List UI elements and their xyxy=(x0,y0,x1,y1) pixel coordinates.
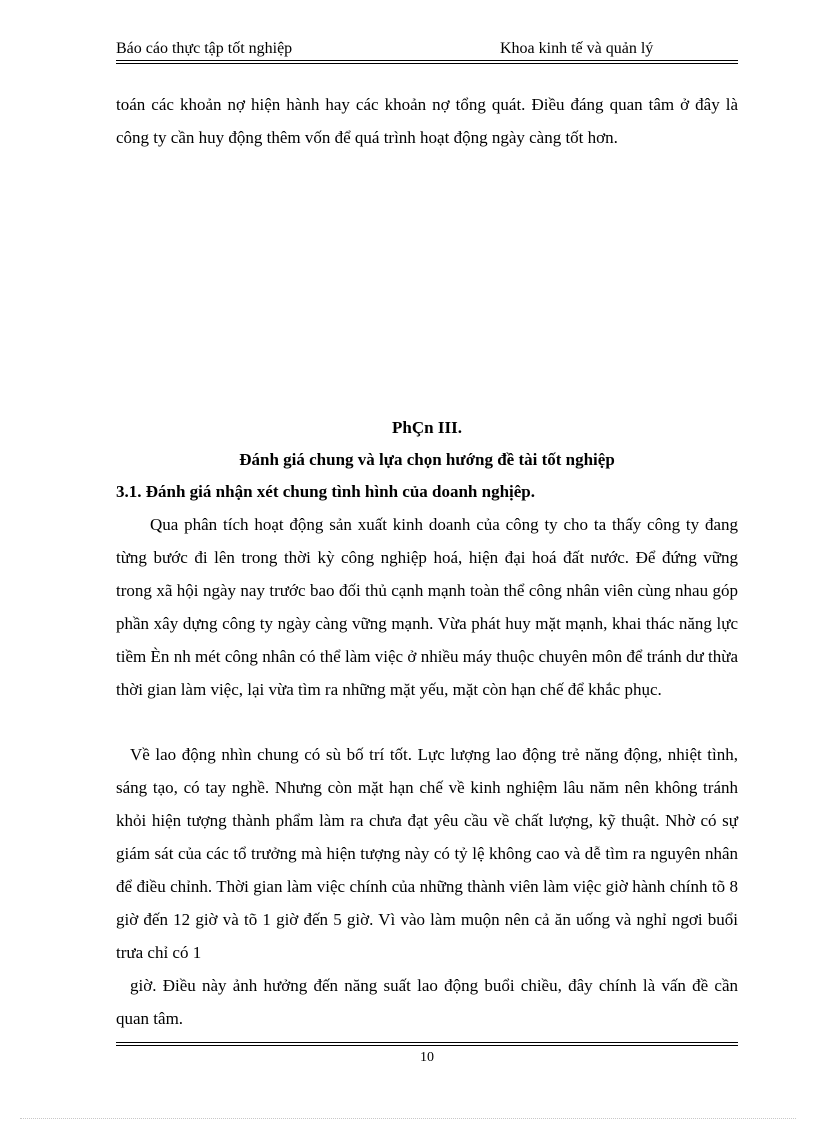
header-report-title: Báo cáo thực tập tốt nghiệp xyxy=(116,40,293,57)
page-number: 10 xyxy=(420,1050,434,1065)
section-paragraph-1 xyxy=(116,508,738,706)
header-faculty: Khoa kinh tế và quản lý xyxy=(500,40,654,57)
paragraph-1-text: Qua phân tích hoạt động sản xuất kinh doanh của công ty cho ta thấy công ty đang từng bước đi lên trong thời kỳ công nghiệp hoá, hiện đại hoá đất nước. Để đứng vững trong xã hội ngày nay trước bao đối thủ cạnh mạnh toàn thể công nhân viên cùng nhau góp phần xây dựng công ty ngày càng vững mạnh. Vừa phát huy mặt mạnh, khai thác năng lực tiềm Èn nh mét công nhân có thể làm việc ở nhiều máy thuộc chuyên môn để tránh dư thừa thời gian làm việc, lại vừa tìm ra những mặt yếu, mặt còn hạn chế để khắc phục. xyxy=(116,515,738,699)
intro-paragraph: toán các khoản nợ hiện hành hay các khoản nợ tổng quát. Điều đáng quan tâm ở đây là công ty cần huy động thêm vốn để quá trình hoạt động ngày càng tốt hơn. xyxy=(116,95,738,147)
footer-divider xyxy=(116,1042,738,1046)
header-divider xyxy=(116,60,738,64)
section-paragraph-2 xyxy=(116,738,738,1035)
paragraph-2-continuation: giờ. Điều này ảnh hưởng đến năng suất lao động buổi chiều, đây chính là vấn đề cần quan tâm. xyxy=(116,976,738,1028)
page-edge-dotted-line xyxy=(20,1118,796,1119)
section-heading: 3.1. Đánh giá nhận xét chung tình hình của doanh nghịêp. xyxy=(116,482,536,501)
paragraph-2-text: Về lao động nhìn chung có sù bố trí tốt. Lực lượng lao động trẻ năng động, nhiệt tình, sáng tạo, có tay nghề. Nhưng còn mặt hạn chế về kinh nghiệm lâu năm nên không tránh khỏi hiện tượng thành phẩm làm ra chưa đạt yêu cầu về chất lượng, kỹ thuật. Nhờ có sự giám sát của các tổ trưởng mà hiện tượng này có tỷ lệ không cao và dễ tìm ra nguyên nhân để điều chỉnh. Thời gian làm việc chính của những thành viên làm việc giờ hành chính tõ 8 giờ đến 12 giờ và tõ 1 giờ đến 5 giờ. Vì vào làm muộn nên cả ăn uống và nghỉ ngơi buổi trưa chỉ có 1 xyxy=(116,745,738,962)
part-title: PhÇn III. xyxy=(392,418,462,437)
part-subtitle: Đánh giá chung và lựa chọn hướng đề tài tốt nghiệp xyxy=(239,450,615,469)
